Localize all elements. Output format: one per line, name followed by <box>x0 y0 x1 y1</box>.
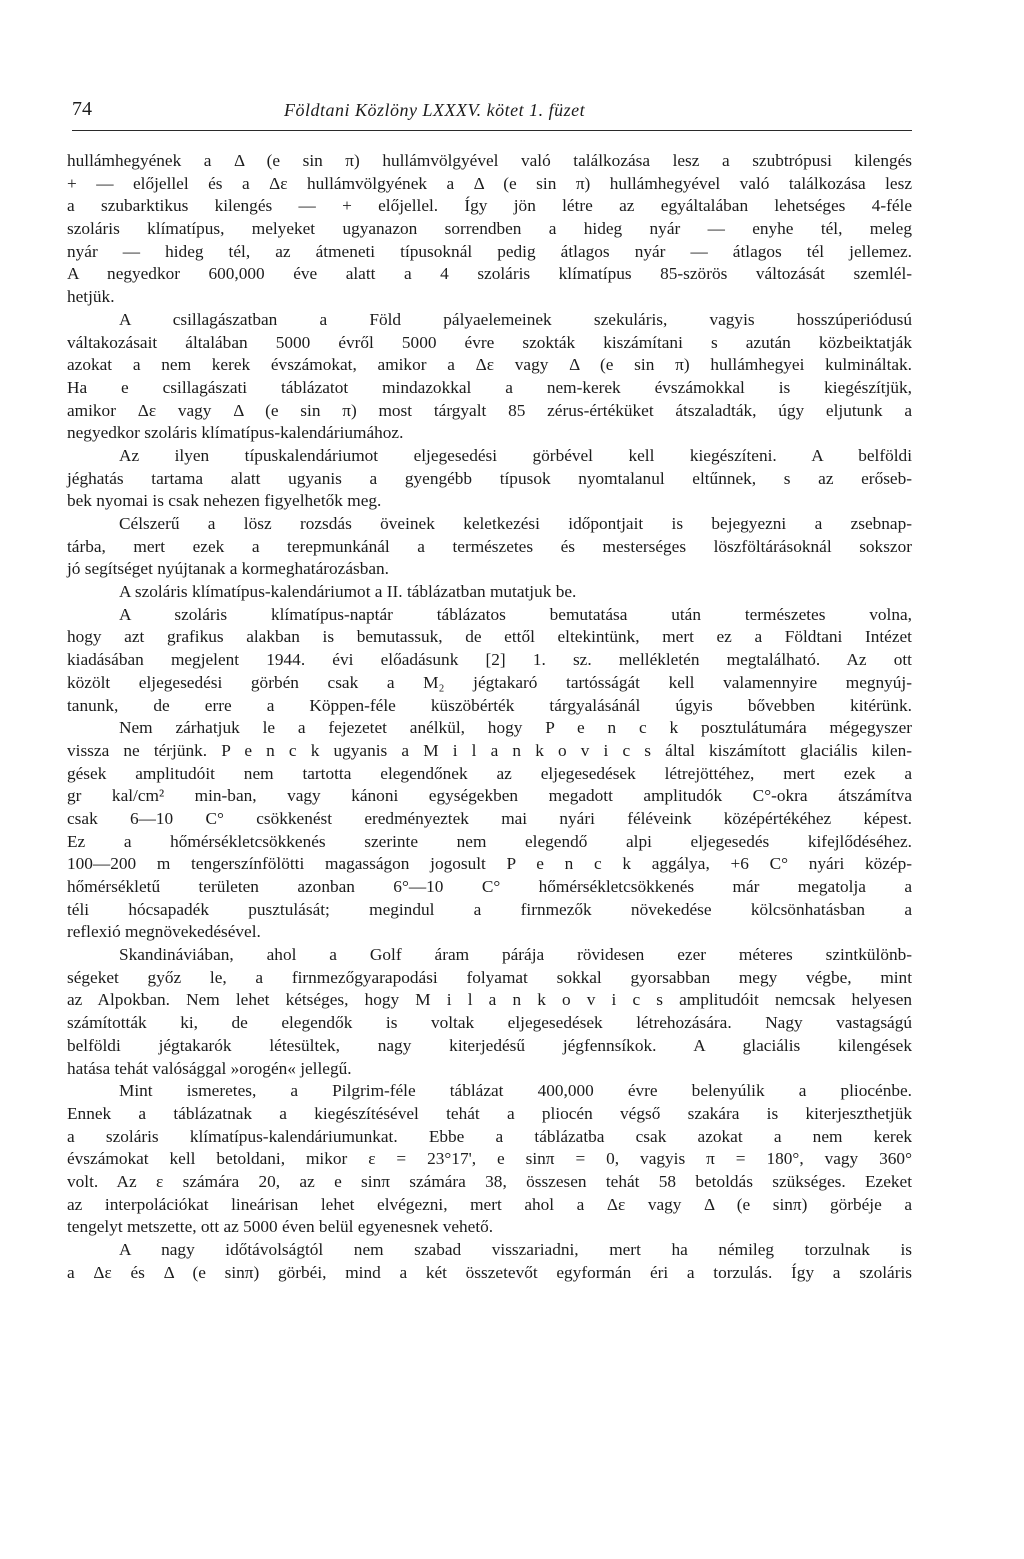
text-line: Ez a hőmérsékletcsökkenés szerinte nem elegendő alpi eljegesedés kifejlődéséhez. <box>67 831 912 851</box>
text-line: + — előjellel és a Δε hullámvölgyének a Δ (e sin π) hullámhegyével való találkozása lesz <box>67 173 912 193</box>
text-line: reflexió megnövekedésével. <box>67 922 261 942</box>
text-line: jó segítséget nyújtanak a kormeghatározásban. <box>67 559 389 579</box>
text-line: a szoláris klímatípus-kalendáriumunkat. Ebbe a táblázatba csak azokat a nem kerek <box>67 1126 912 1146</box>
text-line: számították ki, de elegendők is voltak eljegesedések létrehozására. Nagy vastagságú <box>67 1013 912 1033</box>
text-line: A negyedkor 600,000 éve alatt a 4 szoláris klímatípus 85-szörös változását szemlél- <box>67 264 912 284</box>
text-line: Célszerű a lösz rozsdás öveinek keletkezési időpontjait is bejegyezni a zsebnap- <box>119 514 912 533</box>
text-line: jéghatás tartama alatt ugyanis a gyengébb típusok nyomtalanul eltűnnek, s az erőseb- <box>67 468 912 488</box>
body-text <box>67 150 912 1284</box>
text-line: 100—200 m tengerszínfölötti magasságon jogosult P e n c k aggálya, +6 C° nyári közép- <box>67 854 912 874</box>
text-line: A szoláris klímatípus-naptár táblázatos bemutatása után természetes volna, <box>119 604 912 624</box>
text-line: azokat a nem kerek évszámokat, amikor a Δε vagy Δ (e sin π) hullámhegyei kulmináltak. <box>67 355 912 375</box>
text-line: hullámhegyének a Δ (e sin π) hullámvölgyével való találkozása lesz a szubtrópusi kilengés <box>67 151 912 170</box>
text-line: Ha e csillagászati táblázatot mindazokkal a nem-kerek évszámokkal is kiegészítjük, <box>67 377 912 397</box>
text-line: a szubarktikus kilengés — + előjellel. Így jön létre az egyáltalában lehetséges 4-féle <box>67 196 912 216</box>
text-line: tárba, mert ezek a terepmunkánál a természetes és mesterséges löszföltárásoknál sokszor <box>67 536 912 556</box>
text-line: Az ilyen típuskalendáriumot eljegesedési görbével kell kiegészíteni. A belföldi <box>119 445 912 465</box>
text-line: téli hócsapadék pusztulását; megindul a firnmezők növekedése kölcsönhatásban a <box>67 899 912 919</box>
text-line: közölt eljegesedési görbén csak a M₂ jégtakaró tartósságát kell valamennyire megnyúj- <box>67 672 912 692</box>
text-line: hatása tehát valósággal »orogén« jellegű. <box>67 1058 352 1078</box>
text-line: szoláris klímatípus, melyeket ugyanazon sorrendben a hideg nyár — enyhe tél, meleg <box>67 219 912 239</box>
text-line: vissza ne térjünk. P e n c k ugyanis a M i l a n k o v i c s által kiszámított glaciális kilen- <box>67 740 912 760</box>
text-line: gések amplitudóit nem tartotta elegendőnek az eljegesedések létrejöttéhez, mert ezek a <box>67 763 912 783</box>
page-header <box>72 98 912 131</box>
text-line: A szoláris klímatípus-kalendáriumot a II. táblázatban mutatjuk be. <box>119 582 577 602</box>
text-line: csak 6—10 C° csökkenést eredményeztek mai nyári féléveink középértékéhez képest. <box>67 808 912 828</box>
running-head: Földtani Közlöny LXXXV. kötet 1. füzet <box>284 100 586 120</box>
text-line: hogy azt grafikus alakban is bemutassuk, de ettől eltekintünk, mert ez a Földtani Intézet <box>67 627 912 647</box>
text-line: nyár — hideg tél, az átmeneti típusoknál pedig átlagos nyár — átlagos tél jellemez. <box>67 241 912 261</box>
text-line: Nem zárhatjuk le a fejezetet anélkül, hogy P e n c k posztulátumára mégegyszer <box>119 718 912 738</box>
text-line: hőmérsékletű területen azonban 6°—10 C° hőmérsékletcsökkenés már megatolja a <box>67 877 912 896</box>
text-line: A nagy időtávolságtól nem szabad visszariadni, mert ha némileg torzulnak is <box>119 1240 912 1259</box>
text-line: kiadásában megjelent 1944. évi előadásunk [2] 1. sz. mellékletén megtalálható. Az ott <box>67 650 912 670</box>
text-line: volt. Az ε számára 20, az e sinπ számára 38, összesen tehát 58 betoldás szükséges. Ezeket <box>67 1171 912 1191</box>
text-line: az interpolációkat lineárisan lehet elvégezni, mert ahol a Δε vagy Δ (e sinπ) görbéje a <box>67 1194 912 1214</box>
page-number: 74 <box>72 98 92 120</box>
text-line: A csillagászatban a Föld pályaelemeinek szekuláris, vagyis hosszúperiódusú <box>119 309 912 329</box>
text-line: gr kal/cm² min-ban, vagy kánoni egységekben megadott amplitudók C°-okra átszámítva <box>67 786 912 806</box>
text-line: évszámokat kell betoldani, mikor ε = 23°17', e sinπ = 0, vagyis π = 180°, vagy 360° <box>67 1149 912 1169</box>
text-line: negyedkor szoláris klímatípus-kalendáriumához. <box>67 423 404 443</box>
text-line: a Δε és Δ (e sinπ) görbéi, mind a két összetevőt egyformán éri a torzulás. Így a szoláris <box>67 1262 912 1282</box>
text-line: váltakozásait általában 5000 évről 5000 évre szokták kiszámítani s azután közbeiktatják <box>67 332 912 352</box>
text-line: tengelyt metszette, ott az 5000 éven belül egyenesnek vehető. <box>67 1217 494 1237</box>
text-line: Skandináviában, ahol a Golf áram párája rövidesen ezer méteres szintkülönb- <box>119 945 912 965</box>
text-line: belföldi jégtakarók létesültek, nagy kiterjedésű jégfennsíkok. A glaciális kilengések <box>67 1035 912 1055</box>
text-line: hetjük. <box>67 287 115 307</box>
text-line: ségeket győz le, a firnmezőgyarapodási folyamat sokkal gyorsabban megy végbe, mint <box>67 967 912 987</box>
text-line: bek nyomai is csak nehezen figyelhetők meg. <box>67 491 382 511</box>
text-line: tanunk, de erre a Köppen-féle küszöbérték tárgyalásánál úgyis bővebben kitérünk. <box>67 695 912 715</box>
text-line: Ennek a táblázatnak a kiegészítésével tehát a pliocén végső szakára is kiterjeszthetjük <box>67 1103 912 1123</box>
text-line: Mint ismeretes, a Pilgrim-féle táblázat 400,000 évre belenyúlik a pliocénbe. <box>119 1081 912 1101</box>
text-line: az Alpokban. Nem lehet kétséges, hogy M i l a n k o v i c s amplitudóit nemcsak helyesen <box>67 990 912 1010</box>
text-line: amikor Δε vagy Δ (e sin π) most tárgyalt 85 zérus-értéküket átszaladták, úgy eljutunk a <box>67 400 912 420</box>
